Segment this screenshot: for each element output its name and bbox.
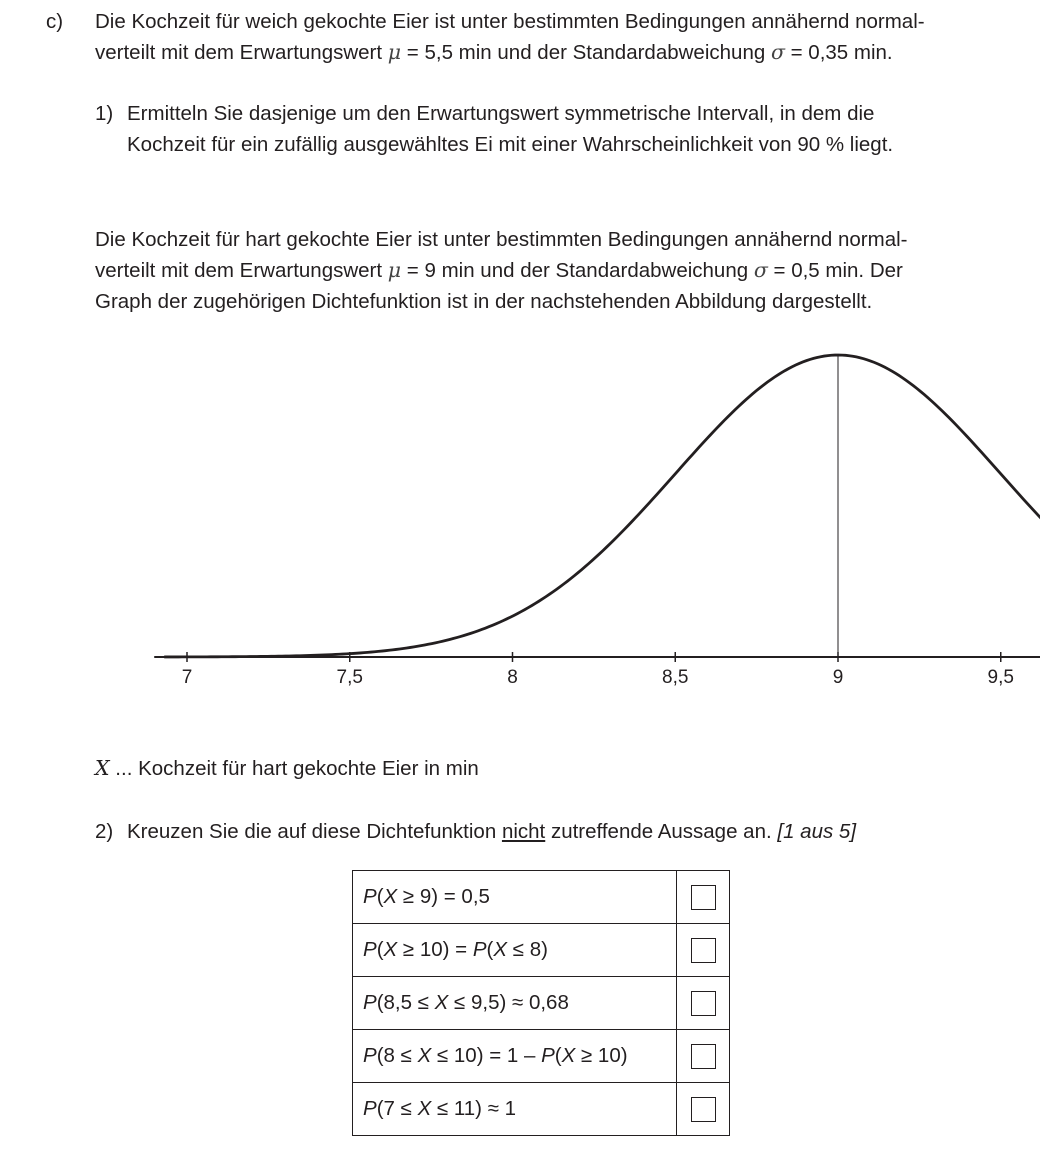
task1-number: 1)	[95, 102, 114, 125]
hard-eggs-line-1: Die Kochzeit für hart gekochte Eier ist unter bestimmten Bedingungen annähernd normal-	[95, 228, 908, 251]
options-table	[352, 870, 730, 1136]
option-checkbox-cell	[677, 977, 730, 1030]
option-checkbox-cell	[677, 871, 730, 924]
option-row	[353, 871, 730, 924]
option-checkbox[interactable]	[691, 885, 716, 910]
mu-value: = 5,5 min	[401, 41, 492, 64]
intro-line-1: Die Kochzeit für weich gekochte Eier ist unter bestimmten Bedingungen annähernd normal-	[95, 10, 925, 33]
option-statement: P(7 ≤ X ≤ 11) ≈ 1	[353, 1083, 677, 1136]
hard-sigma-value: = 0,5 min. Der	[767, 259, 903, 282]
task2-post: zutreffende Aussage an.	[545, 820, 778, 843]
x-tick-label: 9	[832, 667, 844, 688]
option-checkbox-cell	[677, 924, 730, 977]
option-checkbox-cell	[677, 1083, 730, 1136]
option-checkbox[interactable]	[691, 1097, 716, 1122]
intro-line-2-mid: und der Standardabweichung	[491, 41, 771, 64]
option-row	[353, 1083, 730, 1136]
task2-pre: Kreuzen Sie die auf diese Dichtefunktion	[127, 820, 502, 843]
part-label: c)	[46, 10, 64, 33]
option-checkbox[interactable]	[691, 938, 716, 963]
hard-mu-symbol: μ	[387, 258, 402, 282]
density-curve	[164, 355, 1040, 657]
task1-line-1: Ermitteln Sie dasjenige um den Erwartungswert symmetrische Intervall, in dem die	[127, 102, 875, 125]
option-row	[353, 977, 730, 1030]
hard-eggs-line-2-pre: verteilt mit dem Erwartungswert	[95, 259, 388, 282]
hard-sigma-symbol: σ	[753, 258, 768, 282]
sigma-value: = 0,35 min.	[784, 41, 893, 64]
option-statement: P(8,5 ≤ X ≤ 9,5) ≈ 0,68	[353, 977, 677, 1030]
hard-eggs-line-3: Graph der zugehörigen Dichtefunktion ist in der nachstehenden Abbildung dargestellt.	[95, 290, 873, 313]
option-statement: P(X ≥ 10) = P(X ≤ 8)	[353, 924, 677, 977]
option-row	[353, 924, 730, 977]
task2-hint: [1 aus 5]	[777, 820, 857, 843]
task2-underlined: nicht	[501, 820, 546, 843]
x-tick-label: 8,5	[662, 667, 689, 688]
x-tick-label: 7,5	[336, 667, 363, 688]
option-checkbox[interactable]	[691, 1044, 716, 1069]
x-tick-label: 9,5	[987, 667, 1014, 688]
variable-text: ... Kochzeit für hart gekochte Eier in min	[109, 757, 479, 780]
sigma-symbol: σ	[770, 40, 785, 64]
variable-definition	[95, 753, 479, 784]
x-tick-label: 7	[181, 667, 193, 688]
variable-symbol: X	[95, 756, 110, 780]
task1-line-2: Kochzeit für ein zufällig ausgewähltes Ei mit einer Wahrscheinlichkeit von 90 % liegt.	[127, 133, 894, 156]
option-checkbox-cell	[677, 1030, 730, 1083]
task2-text	[127, 816, 856, 847]
hard-mu-value: = 9 min und der Standardabweichung	[401, 259, 754, 282]
option-statement: P(8 ≤ X ≤ 10) = 1 – P(X ≥ 10)	[353, 1030, 677, 1083]
mu-symbol: μ	[387, 40, 402, 64]
option-checkbox[interactable]	[691, 991, 716, 1016]
task2-number: 2)	[95, 820, 114, 843]
option-statement: P(X ≥ 9) = 0,5	[353, 871, 677, 924]
x-tick-label: 8	[507, 667, 518, 688]
option-row	[353, 1030, 730, 1083]
intro-line-2-pre: verteilt mit dem Erwartungswert	[95, 41, 388, 64]
